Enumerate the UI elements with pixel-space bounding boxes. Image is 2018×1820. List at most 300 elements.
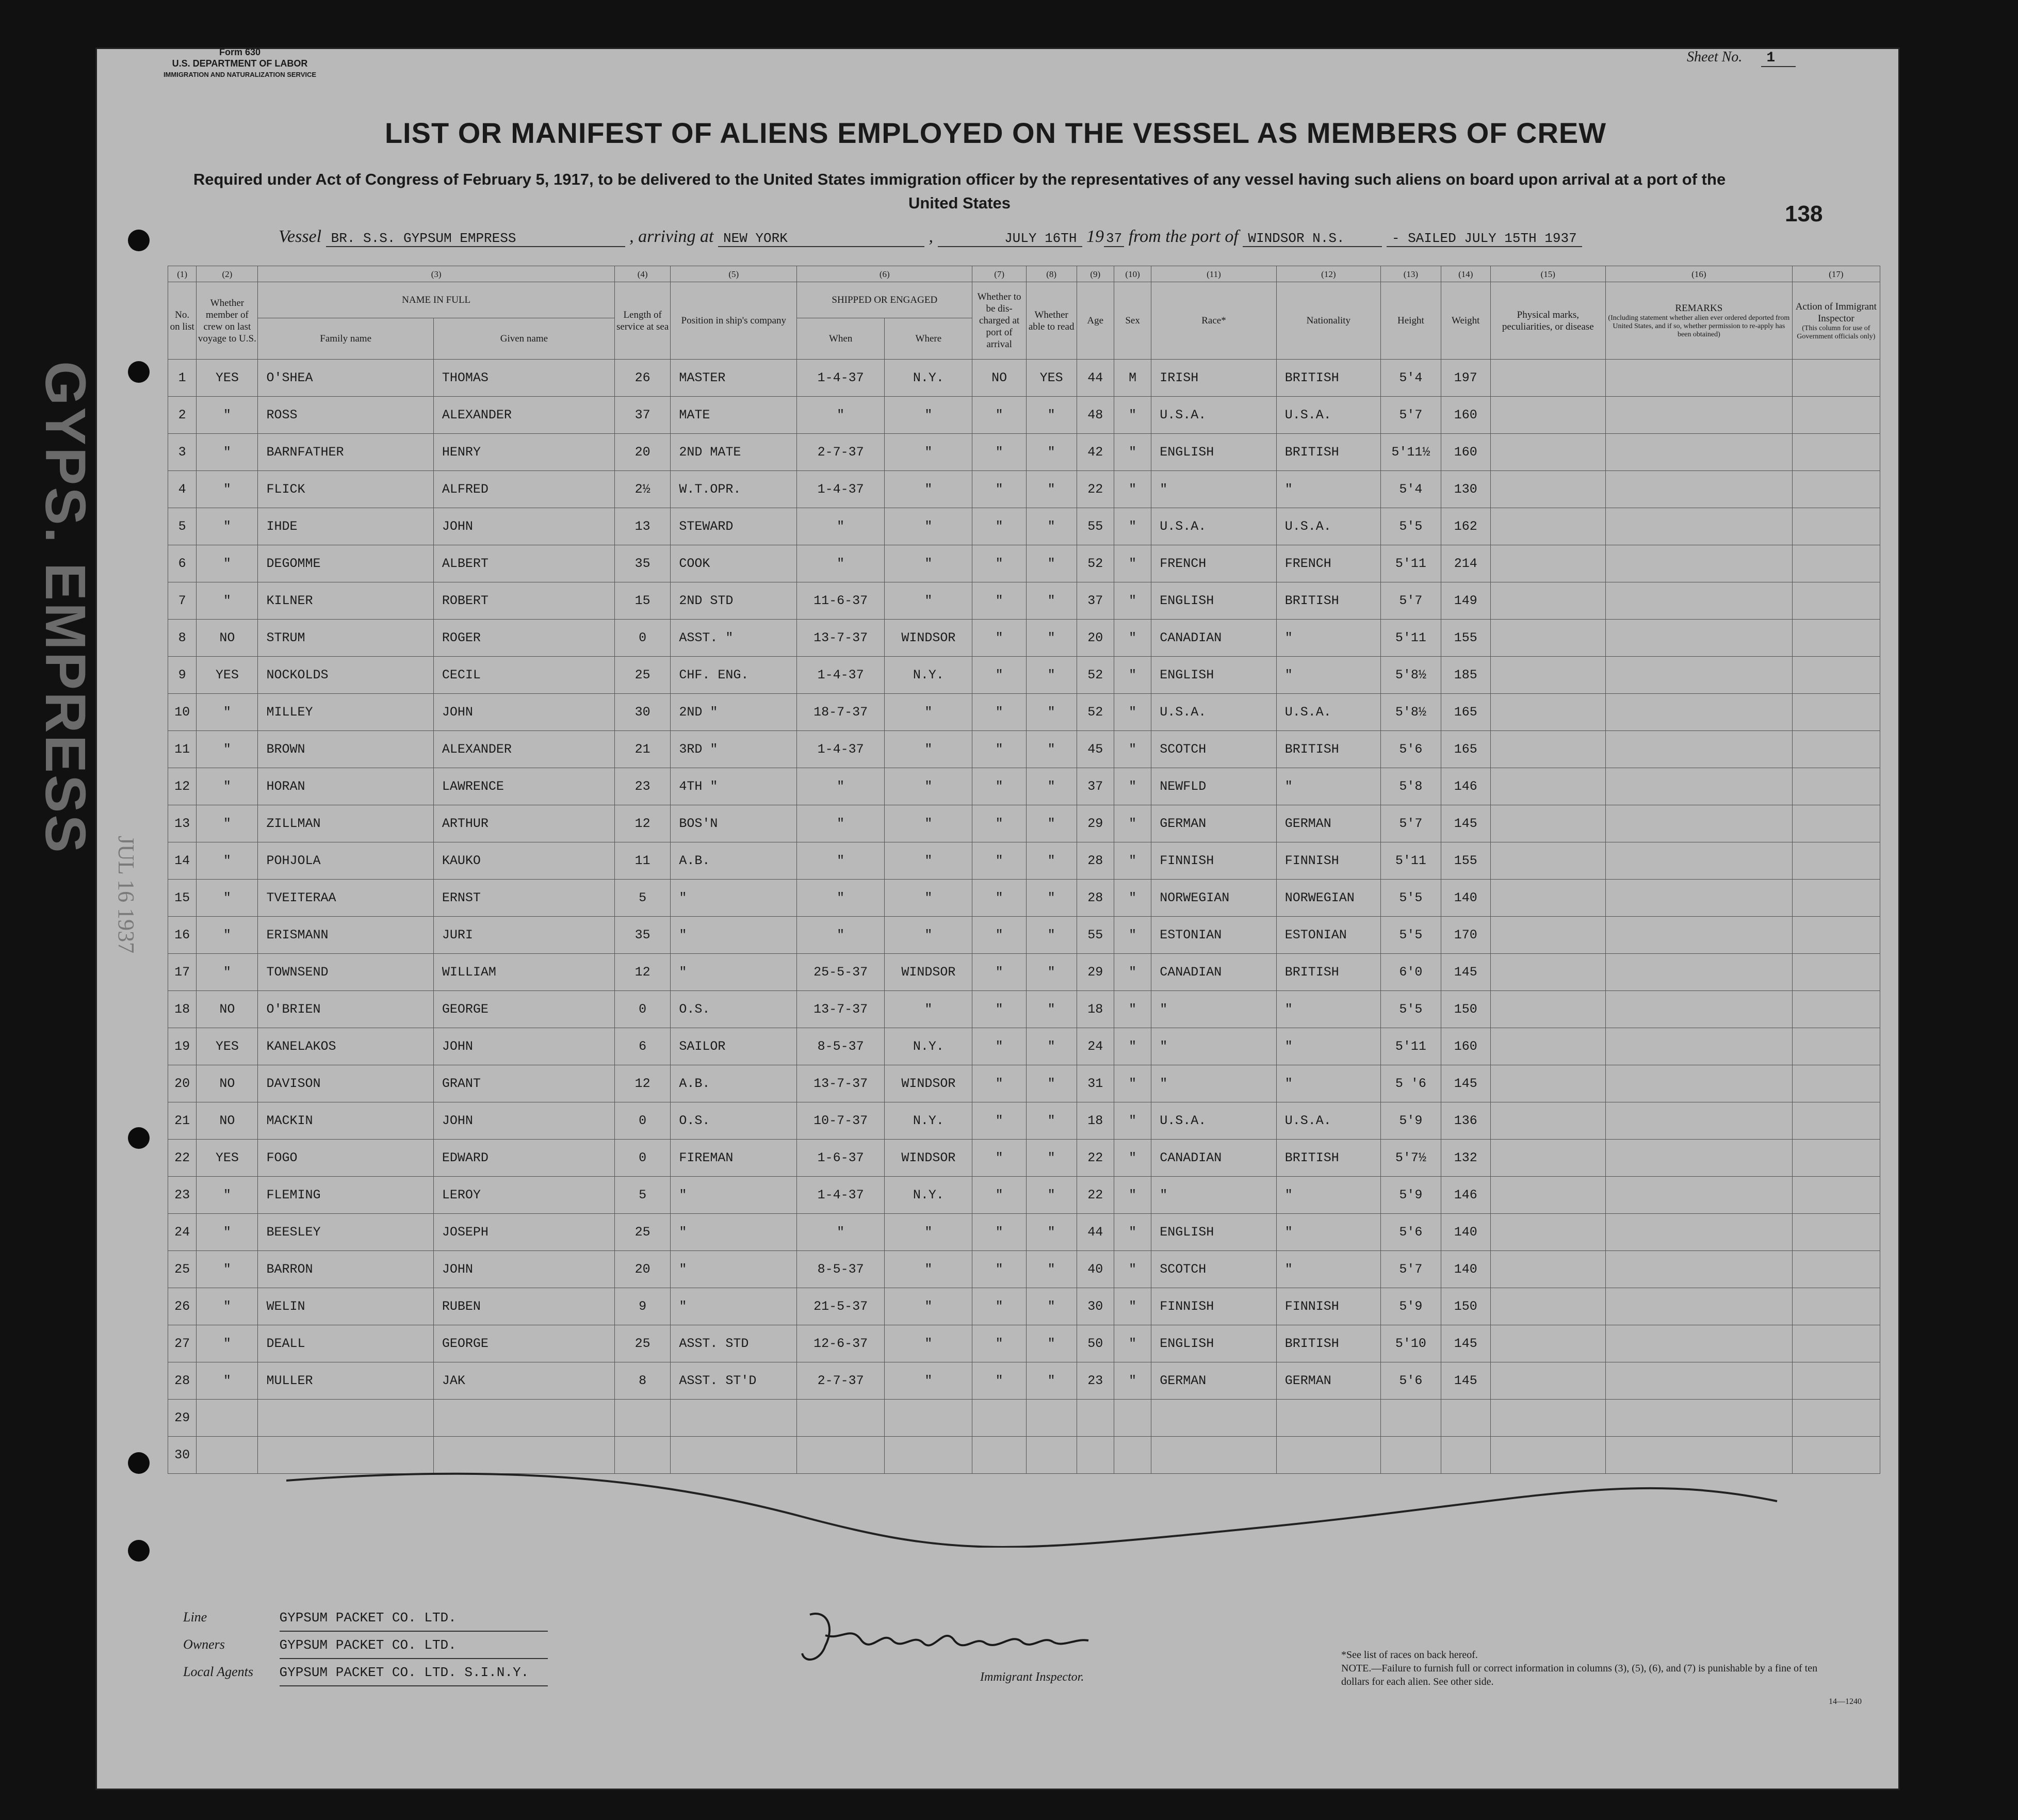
crew-cell: " (797, 1214, 885, 1251)
crew-cell: ALFRED (433, 471, 614, 508)
blank-cell (1441, 1400, 1490, 1437)
crew-cell: " (885, 880, 972, 917)
margin-date-stamp: JUL 16 1937 (113, 836, 139, 954)
column-number: (7) (972, 266, 1026, 282)
crew-cell (1792, 1325, 1880, 1362)
crew-cell (1490, 1102, 1605, 1140)
crew-cell: O'SHEA (258, 360, 433, 397)
crew-cell: 5'9 (1380, 1288, 1441, 1325)
crew-cell: 5'10 (1380, 1325, 1441, 1362)
crew-cell: M (1114, 360, 1151, 397)
crew-cell (1490, 1028, 1605, 1065)
crew-cell: " (972, 768, 1026, 805)
blank-cell (1077, 1400, 1114, 1437)
crew-cell: ENGLISH (1151, 1214, 1277, 1251)
crew-cell: 28 (1077, 880, 1114, 917)
crew-cell: 160 (1441, 397, 1490, 434)
crew-cell: DEGOMME (258, 545, 433, 582)
crew-cell: U.S.A. (1276, 694, 1380, 731)
crew-cell (1792, 1177, 1880, 1214)
crew-row (168, 1028, 1880, 1065)
column-number: (16) (1606, 266, 1793, 282)
crew-cell: " (197, 917, 258, 954)
crew-cell: BRITISH (1276, 434, 1380, 471)
crew-cell: WELIN (258, 1288, 433, 1325)
crew-row (168, 397, 1880, 434)
crew-cell: 160 (1441, 434, 1490, 471)
crew-cell: BEESLEY (258, 1214, 433, 1251)
crew-cell: 25 (614, 1325, 671, 1362)
crew-row (168, 954, 1880, 991)
crew-cell: " (1026, 917, 1077, 954)
crew-cell: " (671, 917, 797, 954)
crew-cell: 29 (1077, 805, 1114, 842)
crew-cell: " (197, 805, 258, 842)
crew-cell: 11 (168, 731, 197, 768)
crew-cell: CANADIAN (1151, 620, 1277, 657)
crew-cell: " (885, 582, 972, 620)
crew-cell: BRITISH (1276, 582, 1380, 620)
crew-cell: " (1276, 471, 1380, 508)
header-able-read: Whether able to read (1026, 282, 1077, 360)
crew-cell: GERMAN (1151, 805, 1277, 842)
crew-cell: ARTHUR (433, 805, 614, 842)
crew-cell (1490, 1065, 1605, 1102)
crew-cell: 25 (614, 1214, 671, 1251)
crew-cell: " (1151, 991, 1277, 1028)
crew-row (168, 880, 1880, 917)
crew-cell: 17 (168, 954, 197, 991)
crew-cell: KILNER (258, 582, 433, 620)
sheet-label: Sheet No. (1687, 49, 1743, 65)
crew-cell (1606, 1251, 1793, 1288)
crew-cell: 35 (614, 917, 671, 954)
crew-cell: 52 (1077, 657, 1114, 694)
crew-cell: 1 (168, 360, 197, 397)
crew-cell: 23 (614, 768, 671, 805)
crew-cell: 11-6-37 (797, 582, 885, 620)
margin-vessel-stamp: GYPS. EMPRESS (34, 361, 97, 855)
crew-cell: 13 (168, 805, 197, 842)
crew-cell: NO (972, 360, 1026, 397)
crew-cell: " (1026, 805, 1077, 842)
form-line: IMMIGRATION AND NATURALIZATION SERVICE (163, 71, 317, 78)
crew-cell: " (1026, 1102, 1077, 1140)
crew-cell: 22 (1077, 471, 1114, 508)
crew-cell: YES (197, 657, 258, 694)
crew-cell: " (885, 397, 972, 434)
crew-rows (168, 360, 1880, 1474)
inspector-label: Immigrant Inspector. (980, 1670, 1084, 1684)
crew-cell: " (671, 1288, 797, 1325)
crew-cell: GERMAN (1276, 1362, 1380, 1400)
crew-cell: " (1026, 397, 1077, 434)
crew-cell: " (972, 880, 1026, 917)
line-value: GYPSUM PACKET CO. LTD. (280, 1605, 548, 1632)
crew-cell: 5'9 (1380, 1102, 1441, 1140)
crew-cell: " (885, 694, 972, 731)
crew-cell: " (972, 694, 1026, 731)
blank-cell (197, 1400, 258, 1437)
crew-cell: " (1114, 1177, 1151, 1214)
blank-cell (671, 1400, 797, 1437)
crew-cell (1792, 620, 1880, 657)
header-weight: Weight (1441, 282, 1490, 360)
crew-cell: " (1114, 657, 1151, 694)
crew-cell: 2ND MATE (671, 434, 797, 471)
crew-cell: " (1026, 731, 1077, 768)
crew-cell: " (1276, 620, 1380, 657)
crew-cell: " (885, 1214, 972, 1251)
blank-cell (1276, 1400, 1380, 1437)
crew-cell: " (972, 471, 1026, 508)
crew-cell: " (197, 954, 258, 991)
agents-field (183, 1659, 548, 1686)
crew-cell: 21-5-37 (797, 1288, 885, 1325)
crew-cell: 5'6 (1380, 1214, 1441, 1251)
crew-cell: " (885, 434, 972, 471)
crew-cell: 13-7-37 (797, 991, 885, 1028)
crew-cell: " (1114, 582, 1151, 620)
crew-cell: 5'8½ (1380, 657, 1441, 694)
crew-cell: " (1026, 1362, 1077, 1400)
sheet-number (1687, 49, 1796, 66)
crew-cell: 5'11 (1380, 1028, 1441, 1065)
crew-cell: " (1114, 1140, 1151, 1177)
crew-cell: 37 (1077, 768, 1114, 805)
crew-cell: " (1114, 397, 1151, 434)
crew-cell: " (1114, 917, 1151, 954)
crew-cell: U.S.A. (1276, 397, 1380, 434)
crew-cell (1606, 768, 1793, 805)
sailed-date: - SAILED JULY 15TH 1937 (1387, 231, 1582, 247)
crew-row (168, 1288, 1880, 1325)
crew-cell: " (972, 1177, 1026, 1214)
crew-cell: ASST. " (671, 620, 797, 657)
crew-cell: WINDSOR (885, 954, 972, 991)
crew-row (168, 842, 1880, 880)
crew-cell: 5 (614, 1177, 671, 1214)
crew-cell: NO (197, 1102, 258, 1140)
crew-cell: " (972, 1028, 1026, 1065)
crew-cell: " (1114, 1102, 1151, 1140)
crew-cell: " (972, 1065, 1026, 1102)
line-field (183, 1604, 548, 1632)
crew-cell: " (197, 1325, 258, 1362)
blank-cell (885, 1400, 972, 1437)
crew-cell: YES (197, 360, 258, 397)
crew-cell: FOGO (258, 1140, 433, 1177)
crew-row (168, 620, 1880, 657)
crew-cell: 5'6 (1380, 1362, 1441, 1400)
crew-cell: " (197, 397, 258, 434)
blank-cell (1026, 1400, 1077, 1437)
crew-cell: " (1114, 805, 1151, 842)
crew-cell (1606, 434, 1793, 471)
crew-cell: " (1276, 1028, 1380, 1065)
crew-cell (1490, 731, 1605, 768)
footer-fields (183, 1604, 548, 1686)
crew-cell: 10-7-37 (797, 1102, 885, 1140)
crew-row (168, 1362, 1880, 1400)
crew-cell: 1-4-37 (797, 657, 885, 694)
remarks-note: (Including statement whether alien ever ordered deported from United States, and if so, whether permission to re-apply has been obtained) (1608, 314, 1790, 338)
crew-cell: " (1026, 694, 1077, 731)
crew-cell: JOHN (433, 508, 614, 545)
crew-cell: ENGLISH (1151, 1325, 1277, 1362)
crew-cell: " (972, 657, 1026, 694)
crew-cell (1490, 1140, 1605, 1177)
blank-cell (197, 1437, 258, 1474)
crew-cell: U.S.A. (1151, 508, 1277, 545)
stamp-number: 138 (1785, 201, 1823, 226)
blank-cell (1606, 1400, 1793, 1437)
blank-cell (797, 1400, 885, 1437)
action-title: Action of Immigrant Inspector (1795, 301, 1877, 324)
crew-cell: " (797, 805, 885, 842)
crew-cell: 21 (614, 731, 671, 768)
crew-cell: 8-5-37 (797, 1251, 885, 1288)
crew-cell (1792, 1251, 1880, 1288)
crew-cell: NO (197, 620, 258, 657)
agents-value: GYPSUM PACKET CO. LTD. S.I.N.Y. (280, 1660, 548, 1686)
crew-cell (1792, 1028, 1880, 1065)
crew-cell: U.S.A. (1151, 1102, 1277, 1140)
crew-cell: " (885, 1362, 972, 1400)
crew-cell (1490, 1214, 1605, 1251)
crew-cell: MASTER (671, 360, 797, 397)
crew-cell: 160 (1441, 1028, 1490, 1065)
crew-cell: " (1026, 1028, 1077, 1065)
crew-cell: " (1114, 954, 1151, 991)
crew-cell: " (1114, 694, 1151, 731)
crew-cell: IHDE (258, 508, 433, 545)
crew-cell (1490, 508, 1605, 545)
crew-cell: " (197, 842, 258, 880)
crew-cell: 30 (614, 694, 671, 731)
crew-cell: " (671, 1251, 797, 1288)
crew-cell: CHF. ENG. (671, 657, 797, 694)
crew-cell: 5'11 (1380, 545, 1441, 582)
crew-cell: " (797, 768, 885, 805)
crew-cell: NORWEGIAN (1276, 880, 1380, 917)
crew-cell: 5'9 (1380, 1177, 1441, 1214)
form-code: 14—1240 (1829, 1697, 1862, 1706)
crew-cell: DAVISON (258, 1065, 433, 1102)
crew-cell: 5 '6 (1380, 1065, 1441, 1102)
crew-cell: 15 (168, 880, 197, 917)
column-number: (1) (168, 266, 197, 282)
crew-cell (1606, 1362, 1793, 1400)
header-age: Age (1077, 282, 1114, 360)
crew-cell: N.Y. (885, 657, 972, 694)
crew-cell: 165 (1441, 731, 1490, 768)
crew-cell (1792, 434, 1880, 471)
crew-cell: KAUKO (433, 842, 614, 880)
crew-cell (1792, 694, 1880, 731)
crew-cell (1792, 768, 1880, 805)
crew-row (168, 582, 1880, 620)
crew-cell: " (1114, 508, 1151, 545)
crew-cell: NO (197, 991, 258, 1028)
crew-cell: FRENCH (1151, 545, 1277, 582)
crew-cell: ALEXANDER (433, 397, 614, 434)
crew-cell: TOWNSEND (258, 954, 433, 991)
crew-cell: 5'6 (1380, 731, 1441, 768)
crew-cell: SCOTCH (1151, 1251, 1277, 1288)
crew-cell (1606, 917, 1793, 954)
crew-cell (1606, 1028, 1793, 1065)
crew-cell: 12-6-37 (797, 1325, 885, 1362)
crew-cell (1606, 657, 1793, 694)
departure-port: WINDSOR N.S. (1243, 231, 1382, 247)
crew-cell: 1-4-37 (797, 360, 885, 397)
crew-cell: 5'11 (1380, 620, 1441, 657)
crew-cell: 1-4-37 (797, 471, 885, 508)
crew-row (168, 1251, 1880, 1288)
crew-cell: " (197, 434, 258, 471)
crew-cell: FIREMAN (671, 1140, 797, 1177)
crew-cell: " (1026, 1251, 1077, 1288)
crew-cell (1792, 1102, 1880, 1140)
crew-cell: 22 (1077, 1177, 1114, 1214)
arrival-port: NEW YORK (718, 231, 924, 247)
crew-cell (1606, 1325, 1793, 1362)
crew-cell: N.Y. (885, 360, 972, 397)
crew-row (168, 805, 1880, 842)
crew-cell: " (1276, 657, 1380, 694)
crew-row (168, 991, 1880, 1028)
crew-cell: 24 (1077, 1028, 1114, 1065)
crew-cell: 23 (1077, 1362, 1114, 1400)
crew-cell: 6'0 (1380, 954, 1441, 991)
agents-label: Local Agents (183, 1664, 254, 1679)
crew-cell: " (1151, 1028, 1277, 1065)
arriving-label: , arriving at (629, 227, 714, 246)
crew-cell (1606, 991, 1793, 1028)
vessel-name: BR. S.S. GYPSUM EMPRESS (326, 231, 625, 247)
crew-cell (1792, 657, 1880, 694)
crew-cell: 0 (614, 991, 671, 1028)
crew-cell: JOSEPH (433, 1214, 614, 1251)
crew-cell (1490, 657, 1605, 694)
action-note: (This column for use of Government officials only) (1797, 324, 1876, 340)
crew-cell: 145 (1441, 1065, 1490, 1102)
column-number: (17) (1792, 266, 1880, 282)
header-height: Height (1380, 282, 1441, 360)
crew-cell: 5'5 (1380, 991, 1441, 1028)
crew-cell: " (1276, 1214, 1380, 1251)
crew-cell: 25 (168, 1251, 197, 1288)
crew-cell (1792, 1214, 1880, 1251)
crew-cell: N.Y. (885, 1028, 972, 1065)
crew-cell: KANELAKOS (258, 1028, 433, 1065)
crew-cell: 12 (614, 805, 671, 842)
header-where: Where (885, 318, 972, 360)
crew-cell: CANADIAN (1151, 1140, 1277, 1177)
crew-cell: A.B. (671, 1065, 797, 1102)
crew-cell: ESTONIAN (1151, 917, 1277, 954)
crew-cell: ALEXANDER (433, 731, 614, 768)
column-number: (14) (1441, 266, 1490, 282)
vessel-label: Vessel (279, 227, 322, 246)
crew-cell: 22 (168, 1140, 197, 1177)
header-position: Position in ship's company (671, 282, 797, 360)
crew-cell (1490, 842, 1605, 880)
crew-cell: GEORGE (433, 1325, 614, 1362)
crew-cell: 44 (1077, 360, 1114, 397)
crew-cell: " (1026, 991, 1077, 1028)
column-number: (12) (1276, 266, 1380, 282)
crew-cell (1792, 805, 1880, 842)
crew-row (168, 1177, 1880, 1214)
crew-cell (1490, 1325, 1605, 1362)
crew-cell: " (1026, 768, 1077, 805)
crew-cell: 4TH " (671, 768, 797, 805)
crew-cell: COOK (671, 545, 797, 582)
crew-row (168, 1214, 1880, 1251)
crew-cell: 35 (614, 545, 671, 582)
crew-cell: 1-6-37 (797, 1140, 885, 1177)
crew-cell: " (1026, 1140, 1077, 1177)
crew-cell: TVEITERAA (258, 880, 433, 917)
crew-cell: 5'7 (1380, 582, 1441, 620)
crew-row (168, 1140, 1880, 1177)
column-number: (2) (197, 266, 258, 282)
crew-cell: JURI (433, 917, 614, 954)
races-note: *See list of races on back hereof. (1341, 1649, 1478, 1661)
crew-cell (1792, 471, 1880, 508)
crew-cell: JOHN (433, 1028, 614, 1065)
crew-cell: 13 (614, 508, 671, 545)
crew-cell: 140 (1441, 880, 1490, 917)
crew-cell: 5'7½ (1380, 1140, 1441, 1177)
form-line: U.S. DEPARTMENT OF LABOR (172, 58, 308, 69)
crew-cell: " (1026, 471, 1077, 508)
crew-cell: U.S.A. (1151, 694, 1277, 731)
crew-cell: FINNISH (1151, 842, 1277, 880)
crew-row (168, 360, 1880, 397)
crew-cell: WINDSOR (885, 1065, 972, 1102)
crew-cell: 7 (168, 582, 197, 620)
crew-cell: SCOTCH (1151, 731, 1277, 768)
crew-cell (1792, 508, 1880, 545)
crew-cell: " (1026, 1325, 1077, 1362)
crew-cell: 2-7-37 (797, 434, 885, 471)
crew-cell: " (885, 471, 972, 508)
crew-cell: GERMAN (1276, 805, 1380, 842)
header-when: When (797, 318, 885, 360)
crew-cell: 185 (1441, 657, 1490, 694)
crew-cell: 22 (1077, 1140, 1114, 1177)
crew-cell: BRITISH (1276, 360, 1380, 397)
crew-cell: 6 (168, 545, 197, 582)
remarks-title: REMARKS (1675, 303, 1723, 314)
crew-cell (1490, 1177, 1605, 1214)
crew-row (168, 1325, 1880, 1362)
crew-cell: 5'5 (1380, 917, 1441, 954)
crew-cell: GEORGE (433, 991, 614, 1028)
crew-cell: BRITISH (1276, 1325, 1380, 1362)
crew-cell: 28 (168, 1362, 197, 1400)
crew-cell: 13-7-37 (797, 620, 885, 657)
crew-cell: 40 (1077, 1251, 1114, 1288)
crew-cell: 150 (1441, 1288, 1490, 1325)
crew-cell (1792, 917, 1880, 954)
header-action (1792, 282, 1880, 360)
crew-cell: 21 (168, 1102, 197, 1140)
crew-manifest-table (168, 266, 1880, 1474)
